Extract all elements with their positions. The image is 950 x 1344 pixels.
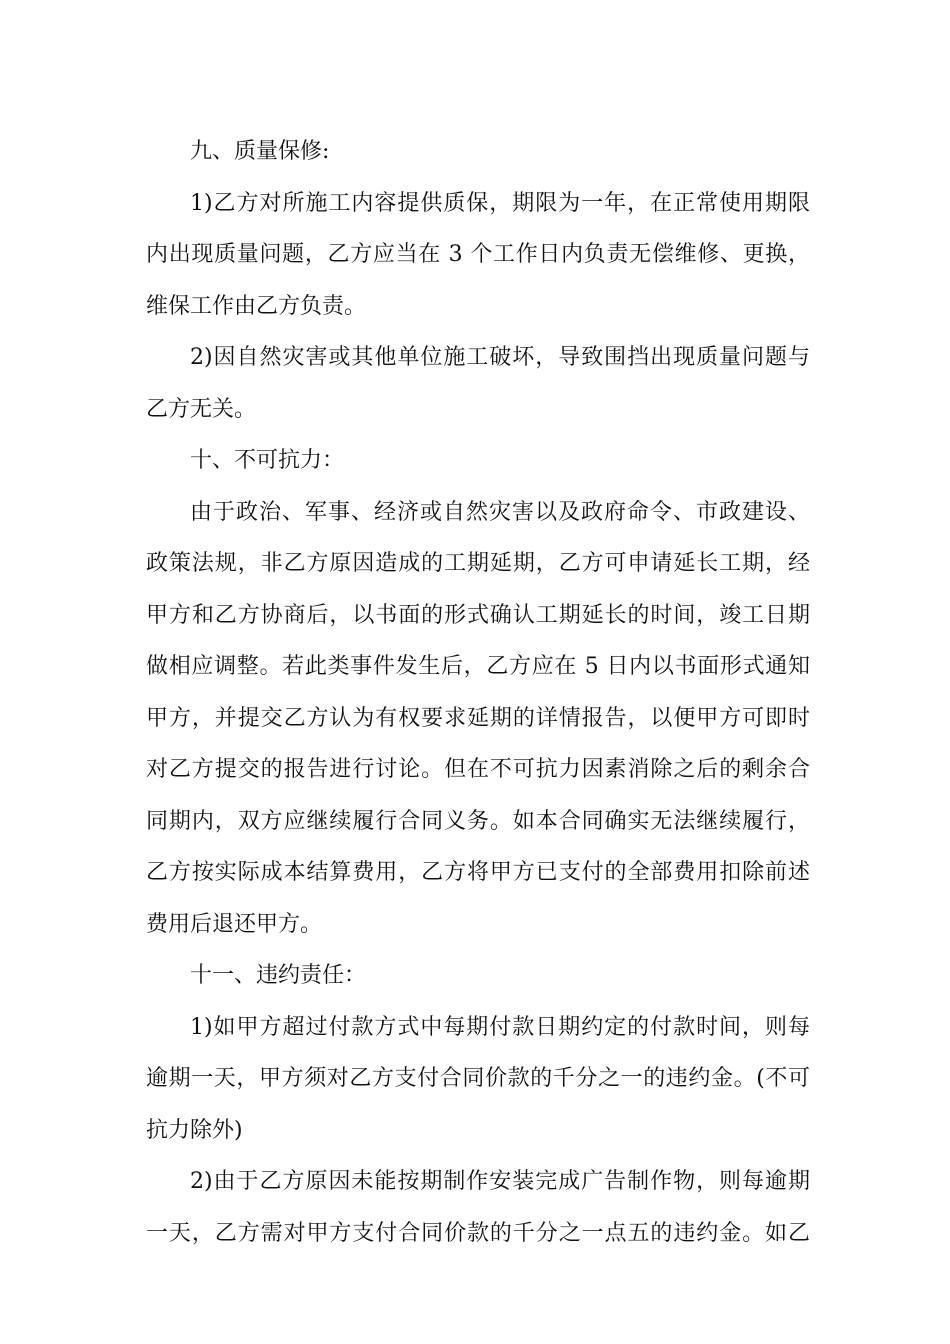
paragraph-line: 1)乙方对所施工内容提供质保，期限为一年，在正常使用期限 xyxy=(190,190,810,216)
paragraph-line: 乙方按实际成本结算费用，乙方将甲方已支付的全部费用扣除前述 xyxy=(146,860,810,885)
paragraph-line: 费用后退还甲方。 xyxy=(146,911,323,937)
paragraph-line: 甲方，并提交乙方认为有权要求延期的详情报告，以便甲方可即时 xyxy=(146,705,810,731)
paragraph-line: 对乙方提交的报告进行讨论。但在不可抗力因素消除之后的剩余合 xyxy=(146,757,810,782)
paragraph-line: 维保工作由乙方负责。 xyxy=(146,293,367,319)
section-heading-quality-warranty: 九、质量保修: xyxy=(190,139,330,164)
paragraph-line: 1)如甲方超过付款方式中每期付款日期约定的付款时间，则每 xyxy=(190,1014,810,1040)
section-heading-force-majeure: 十、不可抗力： xyxy=(190,448,345,473)
paragraph-line: 甲方和乙方协商后，以书面的形式确认工期延长的时间，竣工日期 xyxy=(146,602,810,628)
document-body xyxy=(146,126,810,1259)
paragraph-line: 由于政治、军事、经济或自然灾害以及政府命令、市政建设、 xyxy=(190,499,810,525)
section-heading-breach-liability: 十一、违约责任： xyxy=(190,963,367,988)
paragraph-line: 逾期一天，甲方须对乙方支付合同价款的千分之一的违约金。(不可 xyxy=(146,1066,810,1091)
paragraph-line: 一天，乙方需对甲方支付合同价款的千分之一点五的违约金。如乙 xyxy=(146,1220,810,1246)
paragraph-line: 政策法规，非乙方原因造成的工期延期，乙方可申请延长工期，经 xyxy=(146,551,810,576)
paragraph-line: 抗力除外) xyxy=(146,1117,243,1143)
paragraph-line: 2)由于乙方原因未能按期制作安装完成广告制作物，则每逾期 xyxy=(190,1169,810,1194)
paragraph-line: 做相应调整。若此类事件发生后，乙方应在 5 日内以书面形式通知 xyxy=(146,654,810,679)
paragraph-line: 乙方无关。 xyxy=(146,396,257,422)
paragraph-line: 同期内，双方应继续履行合同义务。如本合同确实无法继续履行， xyxy=(146,808,810,834)
paragraph-line: 内出现质量问题，乙方应当在 3 个工作日内负责无偿维修、更换， xyxy=(146,242,810,267)
paragraph-line: 2)因自然灾害或其他单位施工破坏，导致围挡出现质量问题与 xyxy=(190,345,810,370)
